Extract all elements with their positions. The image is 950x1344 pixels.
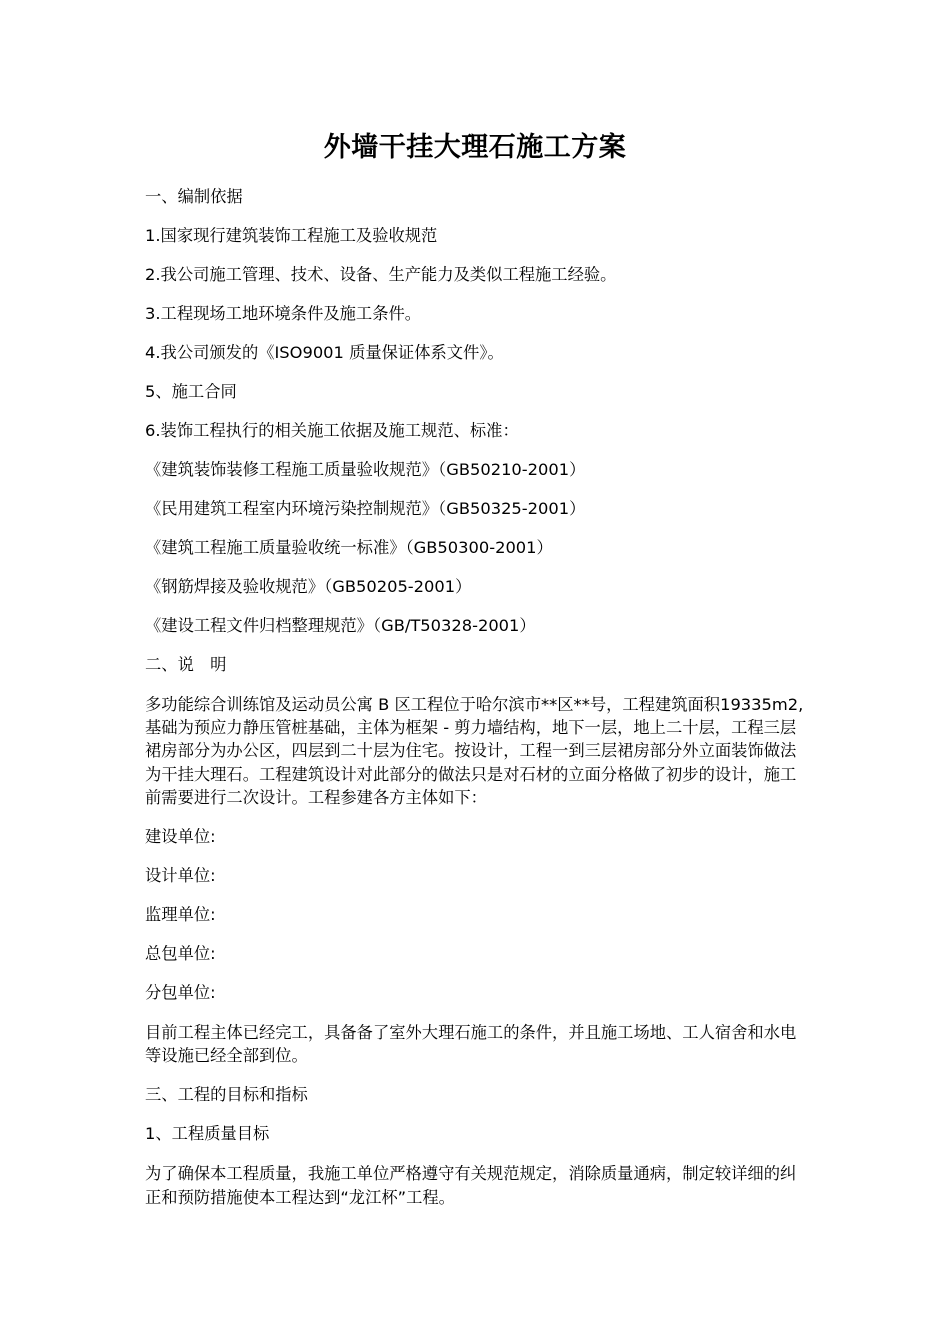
body-line: 设计单位: — [145, 866, 216, 886]
document-text — [145, 186, 805, 1209]
body-line: 《建筑装饰装修工程施工质量验收规范》（GB50210-2001） — [145, 460, 586, 479]
body-paragraph: 目前工程主体已经完工，具备备了室外大理石施工的条件，并且施工场地、工人宿舍和水电等设施已经全部到位。 — [145, 1023, 797, 1066]
body-line: 《建筑工程施工质量验收统一标准》（GB50300-2001） — [145, 538, 553, 557]
document-title: 外墙干挂大理石施工方案 — [323, 132, 627, 163]
body-line: 建设单位: — [145, 827, 216, 847]
document-body — [145, 128, 805, 1226]
body-line: 分包单位: — [145, 983, 216, 1003]
body-line: 5、施工合同 — [145, 382, 237, 401]
body-line: 《建设工程文件归档整理规范》（GB/T50328-2001） — [145, 616, 536, 635]
body-line: 一、编制依据 — [145, 187, 243, 206]
body-line: 6.装饰工程执行的相关施工依据及施工规范、标准： — [145, 421, 519, 440]
body-paragraph: 为了确保本工程质量，我施工单位严格遵守有关规范规定，消除质量通病，制定较详细的纠正和预防措施使本工程达到“龙江杯”工程。 — [145, 1164, 797, 1207]
body-line: 《民用建筑工程室内环境污染控制规范》（GB50325-2001） — [145, 499, 586, 518]
body-line: 《钢筋焊接及验收规范》（GB50205-2001） — [145, 577, 472, 596]
body-line: 3.工程现场工地环境条件及施工条件。 — [145, 304, 422, 323]
body-line: 4.我公司颁发的《ISO9001 质量保证体系文件》。 — [145, 343, 504, 362]
body-line: 2.我公司施工管理、技术、设备、生产能力及类似工程施工经验。 — [145, 265, 617, 284]
body-line: 1、工程质量目标 — [145, 1124, 270, 1144]
body-line: 监理单位: — [145, 905, 216, 925]
body-line: 1.国家现行建筑装饰工程施工及验收规范 — [145, 226, 438, 245]
body-line: 三、工程的目标和指标 — [145, 1085, 308, 1105]
body-line: 总包单位: — [145, 944, 216, 964]
body-line: 二、说 明 — [145, 655, 227, 674]
body-paragraph: 多功能综合训练馆及运动员公寓 B 区工程位于哈尔滨市**区**号，工程建筑面积19335m2,基础为预应力静压管桩基础，主体为框架 - 剪力墙结构，地下一层，地上二十层，工程三层裙房部分为办公区，四层到二十层为住宅。按设计，工程一到三层裙房部分外立面装饰做法为干挂大理石。工程建筑设计对此部分的做法只是对石材的立面分格做了初步的设计，施工前需要进行二次设计。工程参建各方主体如下： — [145, 695, 804, 807]
